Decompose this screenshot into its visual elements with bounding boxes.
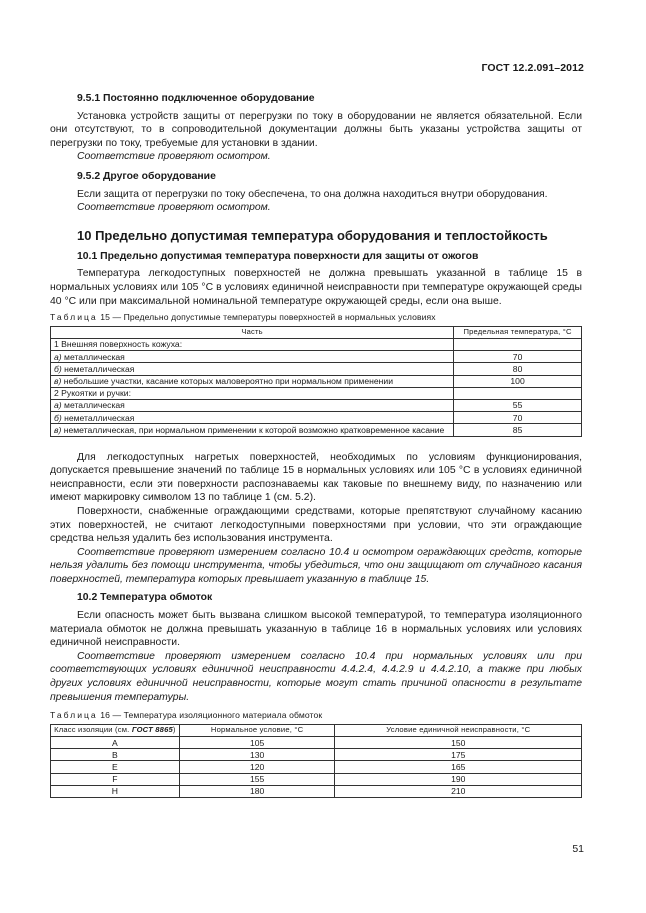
page-content	[50, 92, 582, 798]
table-row: а) металлическая 55	[51, 399, 582, 411]
section-10-1-text: Температура легкодоступных поверхностей не должна превышать указанной в таблице 15 в нормальных условиях или 105 °С в условиях единичной неисправности при температуре окружающей среды 40 °С или при максимальной номинальной температуре окружающей среды, если она выше.	[50, 268, 582, 307]
section-10-2-compliance: Соответствие проверяют измерением согласно 10.4 при нормальных условиях или при соответствующих условиях единичной неисправности 4.4.2.4, 4.4.2.9 и 4.4.2.10, а также при любых других условиях единичной неисправности, которые могут стать причиной опасности в результате превышения температуры.	[50, 650, 582, 703]
after-table-15-compliance: Соответствие проверяют измерением согласно 10.4 и осмотром ограждающих средств, которые нельзя удалить без помощи инструмента, чтобы убедиться, что они защищают от случайного касания поверхностей, температура которых превышает указанную в таблице 15.	[50, 546, 582, 585]
table-15	[50, 326, 582, 437]
table-row: А 105 150	[51, 737, 582, 749]
page-number: 51	[572, 843, 584, 855]
table-row: 2 Рукоятки и ручки:	[51, 387, 582, 399]
table-row: Е 120 165	[51, 761, 582, 773]
section-10-2-title: 10.2 Температура обмоток	[77, 592, 213, 604]
table-row: 1 Внешняя поверхность кожуха:	[51, 338, 582, 350]
section-9-5-1-text: Установка устройств защиты от перегрузки по току в оборудовании не является обязательной. Если они отсутствуют, то в сопроводительной документации должны быть указаны устройства защиты от перегрузки по току, требуемые для установки в здании.	[50, 110, 582, 149]
document-id: ГОСТ 12.2.091–2012	[481, 62, 584, 74]
after-table-15-text-1: Для легкодоступных нагретых поверхностей, необходимых по условиям функционирования, допускается превышение значений по таблице 15 в нормальных условиях или 105 °С в условиях единичной неисправности, если эти поверхности распознаваемы как таковые по внешнему виду, по назначению или имеют маркировку символом 13 по таблице 1 (см. 5.2).	[50, 451, 582, 504]
table-row: Н 180 210	[51, 785, 582, 797]
table-16	[50, 724, 582, 798]
table-row: F 155 190	[51, 773, 582, 785]
column-header-class: Класс изоляции (см. ГОСТ 8865)	[51, 724, 180, 736]
section-9-5-1-title: 9.5.1 Постоянно подключенное оборудование	[77, 93, 315, 104]
section-9-5-2-title: 9.5.2 Другое оборудование	[77, 170, 216, 182]
table-16-caption: Таблица 16 — Температура изоляционного материала обмоток	[50, 710, 323, 721]
table-row: а) металлическая 70	[51, 351, 582, 363]
column-header-fault: Условие единичной неисправности, °С	[335, 724, 582, 736]
column-header-temp: Предельная температура, °С	[454, 326, 582, 338]
column-header-part: Часть	[51, 326, 454, 338]
section-10-2-text: Если опасность может быть вызвана слишком высокой температурой, то температура изоляционного материала обмоток не должна превышать указанную в таблице 16 в нормальных условиях или условиях единичной неисправности.	[50, 610, 582, 649]
section-10-1-title: 10.1 Предельно допустимая температура поверхности для защиты от ожогов	[77, 250, 479, 262]
table-row: б) неметаллическая 80	[51, 363, 582, 375]
table-row: б) неметаллическая 70	[51, 412, 582, 424]
section-9-5-2-compliance: Соответствие проверяют осмотром.	[77, 202, 271, 214]
after-table-15-text-2: Поверхности, снабженные ограждающими средствами, которые препятствуют случайному касанию этих поверхностей, не считают легкодоступными поверхностями при условии, что эти ограждающие средства нельзя удалить без использования инструмента.	[50, 505, 582, 545]
section-9-5-2-text: Если защита от перегрузки по току обеспечена, то она должна находиться внутри оборудования.	[77, 188, 548, 200]
section-9-5-1-compliance: Соответствие проверяют осмотром.	[77, 151, 271, 163]
column-header-normal: Нормальное условие, °С	[179, 724, 335, 736]
table-row: в) небольшие участки, касание которых маловероятно при нормальном применении 100	[51, 375, 582, 387]
table-header-row	[51, 326, 582, 338]
section-10-title: 10 Предельно допустимая температура оборудования и теплостойкость	[77, 227, 548, 243]
table-row: в) неметаллическая, при нормальном применении к которой возможно кратковременное касание 85	[51, 424, 582, 436]
table-row: В 130 175	[51, 749, 582, 761]
table-header-row	[51, 724, 582, 736]
table-15-caption: Таблица 15 — Предельно допустимые температуры поверхностей в нормальных условиях	[50, 312, 436, 323]
